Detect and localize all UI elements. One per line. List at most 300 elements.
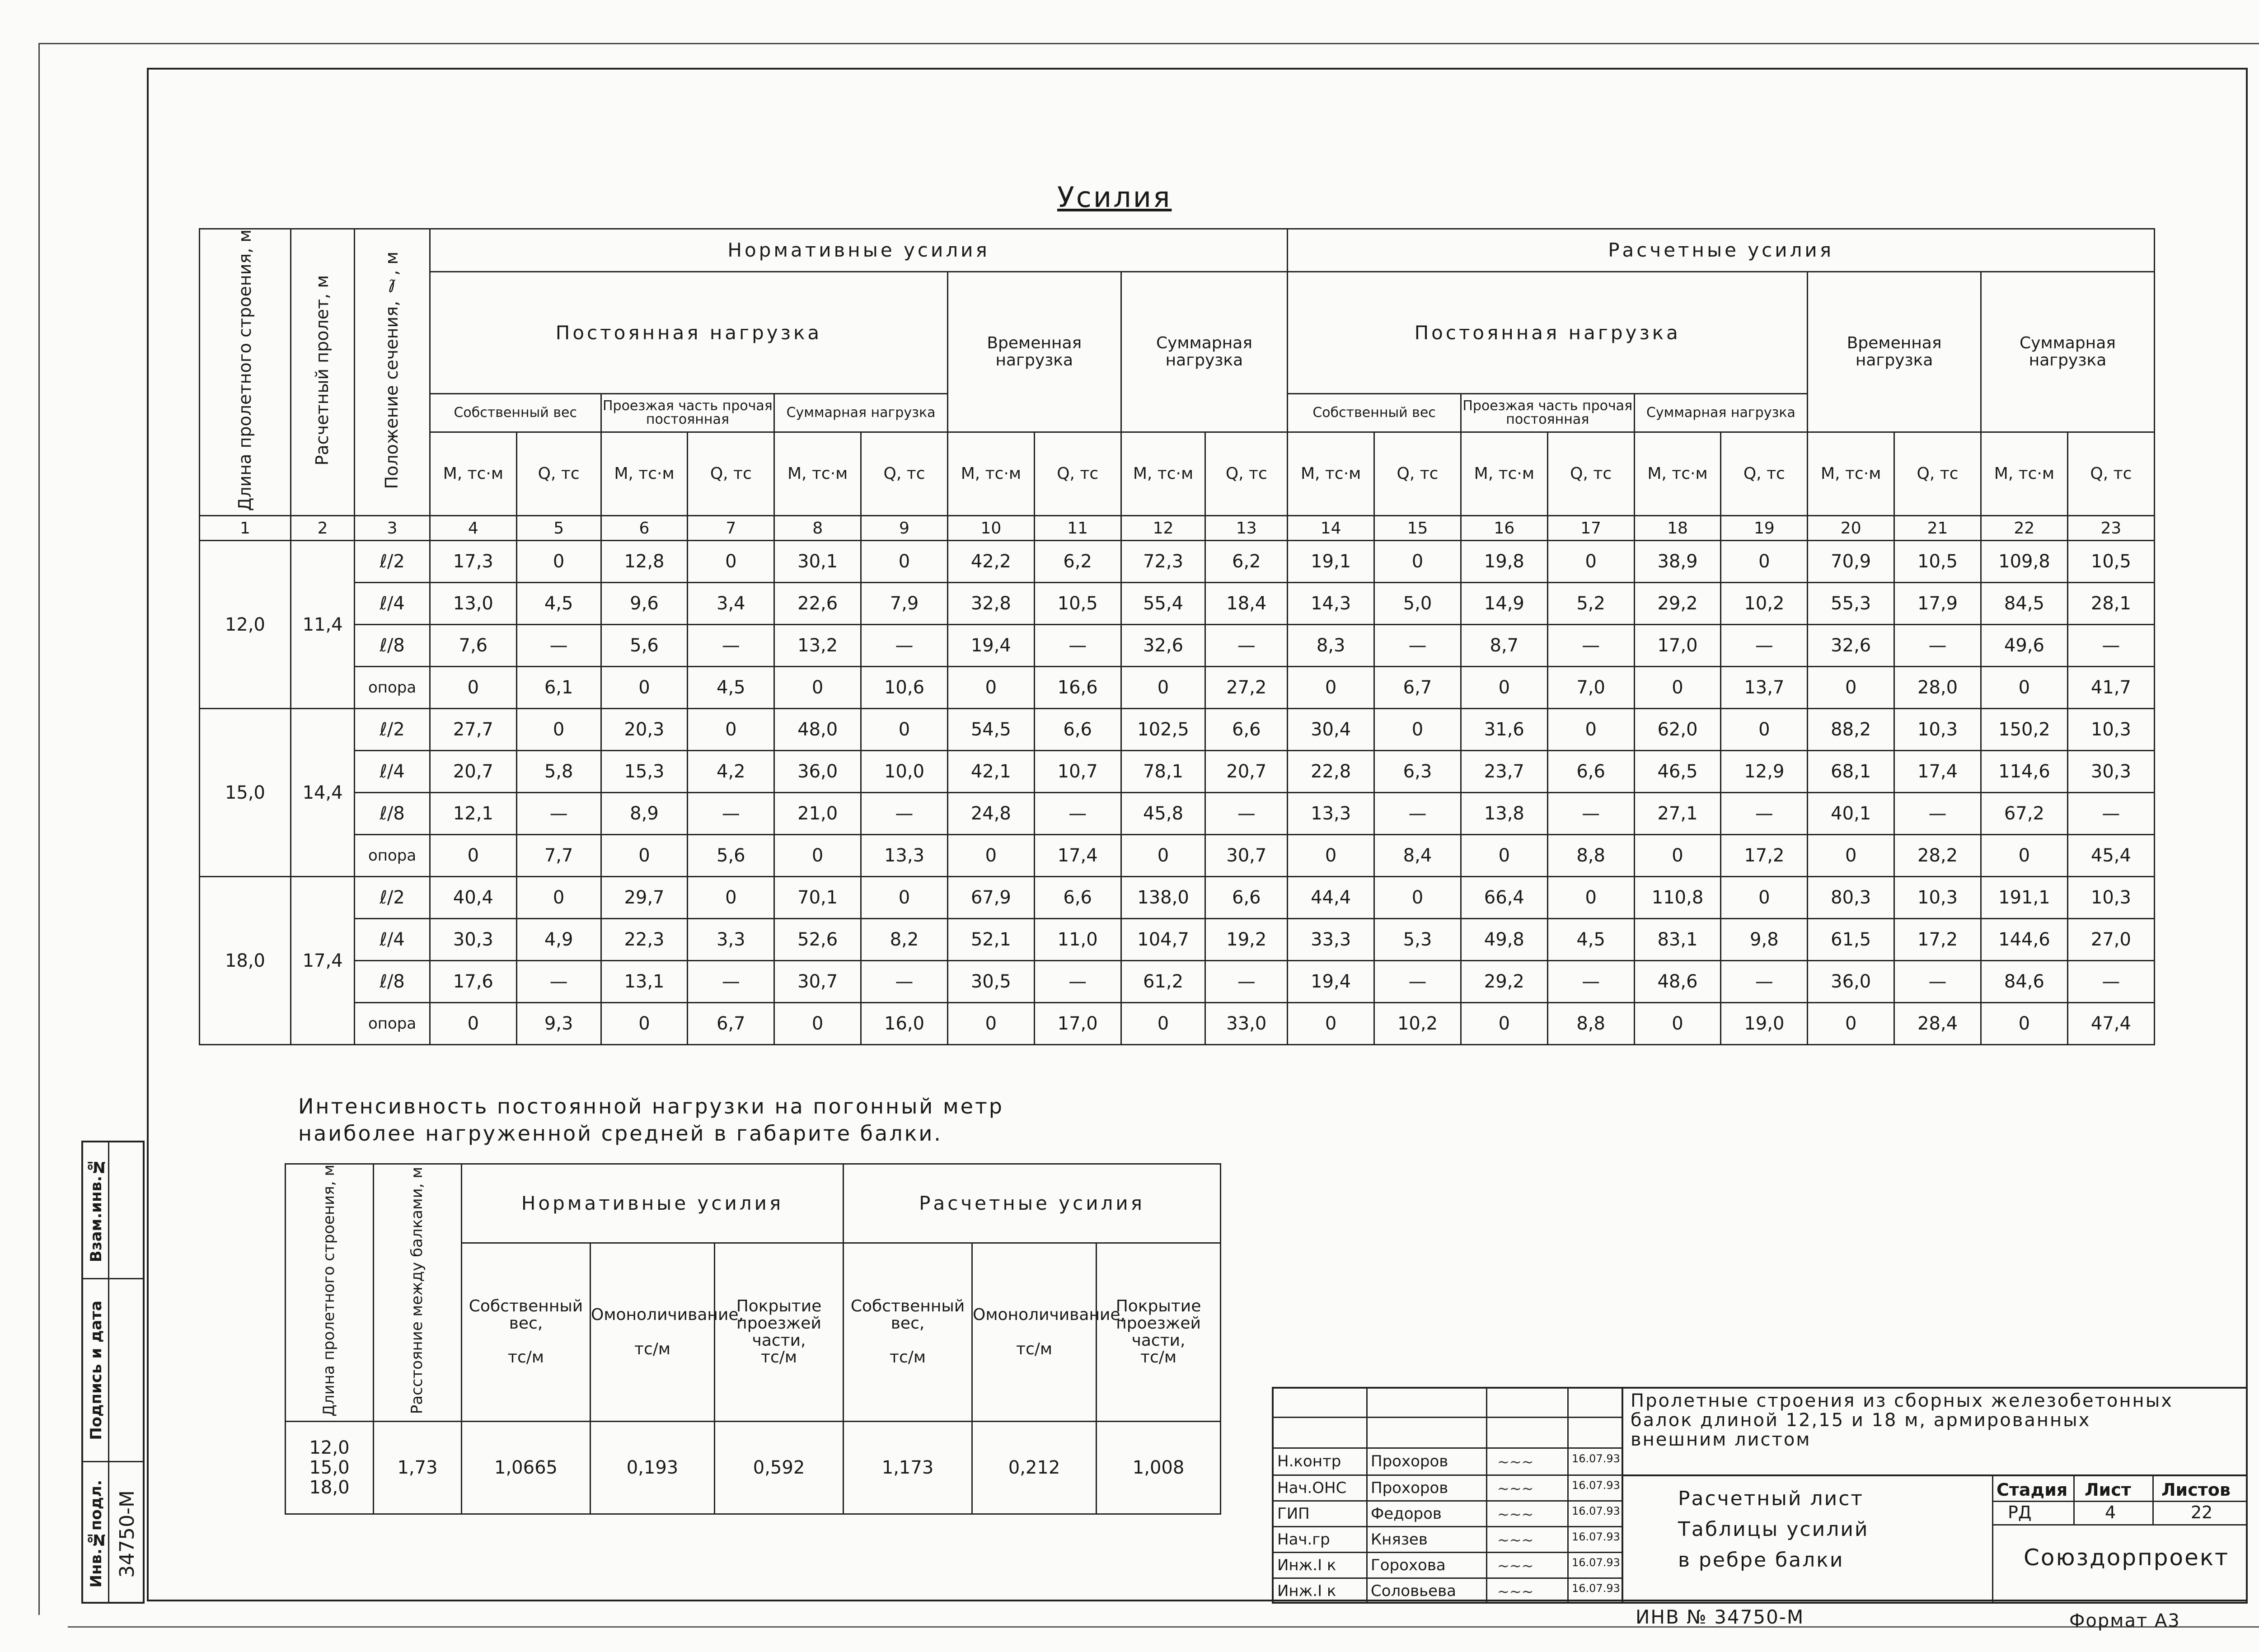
- table-cell: 40,4: [430, 877, 516, 919]
- table-cell: 4,5: [1547, 919, 1634, 961]
- table-cell: 0: [1461, 1003, 1547, 1045]
- table-cell: —: [1721, 961, 1808, 1003]
- table-cell: 10,7: [1034, 751, 1121, 793]
- calc-span: 17,4: [291, 877, 354, 1045]
- column-index: 7: [688, 516, 774, 541]
- design-temporary: Временная нагрузка: [1808, 272, 1981, 432]
- table-cell: 150,2: [1981, 709, 2067, 751]
- table-cell: 47,4: [2067, 1003, 2154, 1045]
- table-cell: 20,7: [430, 751, 516, 793]
- table-row: [200, 667, 2155, 709]
- table-cell: 19,4: [947, 625, 1034, 667]
- table-cell: 31,6: [1461, 709, 1547, 751]
- table-cell: 17,3: [430, 541, 516, 583]
- table-cell: 5,2: [1547, 583, 1634, 625]
- table-cell: —: [1721, 625, 1808, 667]
- table-cell: 33,0: [1205, 1003, 1288, 1045]
- table-cell: —: [1374, 961, 1461, 1003]
- table-cell: 16,0: [861, 1003, 948, 1045]
- table-cell: 6,6: [1547, 751, 1634, 793]
- table-cell: 9,3: [516, 1003, 601, 1045]
- role-label: Инж.I к: [1277, 1556, 1336, 1574]
- table-cell: 70,9: [1808, 541, 1894, 583]
- calc-span: 11,4: [291, 541, 354, 709]
- unit-moment: М, тс·м: [1121, 432, 1205, 516]
- col-calc-header: Расчетный пролет, м: [291, 229, 354, 516]
- table-cell: —: [516, 625, 601, 667]
- role-label: Нач.гр: [1277, 1530, 1330, 1549]
- signature: ~~~: [1497, 1506, 1534, 1523]
- table-cell: —: [1034, 793, 1121, 835]
- table-row: [200, 541, 2155, 583]
- table-cell: —: [1374, 793, 1461, 835]
- table-cell: 0: [601, 835, 688, 877]
- table-cell: 23,7: [1461, 751, 1547, 793]
- table-cell: 55,4: [1121, 583, 1205, 625]
- table-cell: 0: [430, 835, 516, 877]
- table-cell: 10,3: [1894, 709, 1981, 751]
- table-cell: 8,7: [1461, 625, 1547, 667]
- table-cell: 0: [1374, 709, 1461, 751]
- stage-value: РД: [2008, 1502, 2032, 1522]
- table-cell: 8,8: [1547, 835, 1634, 877]
- table-cell: 67,9: [947, 877, 1034, 919]
- table-cell: 40,1: [1808, 793, 1894, 835]
- table-cell: 0: [1634, 835, 1721, 877]
- table-cell: 61,2: [1121, 961, 1205, 1003]
- int-dist: 1,73: [374, 1421, 462, 1514]
- table-cell: 9,8: [1721, 919, 1808, 961]
- norm-total: Суммарная нагрузка: [1121, 272, 1288, 432]
- table-cell: 109,8: [1981, 541, 2067, 583]
- column-index: 10: [947, 516, 1034, 541]
- table-cell: 20,7: [1205, 751, 1288, 793]
- table-row: [200, 625, 2155, 667]
- table-cell: 24,8: [947, 793, 1034, 835]
- table-cell: 5,8: [516, 751, 601, 793]
- table-cell: 19,0: [1721, 1003, 1808, 1045]
- table-cell: 45,8: [1121, 793, 1205, 835]
- table-cell: 4,5: [688, 667, 774, 709]
- table-cell: 110,8: [1634, 877, 1721, 919]
- section-position: ℓ/8: [355, 793, 430, 835]
- table-cell: 11,0: [1034, 919, 1121, 961]
- table-cell: 52,6: [774, 919, 861, 961]
- table-cell: 17,4: [1894, 751, 1981, 793]
- table-cell: —: [1205, 793, 1288, 835]
- table-cell: —: [2067, 961, 2154, 1003]
- table-cell: 0: [774, 667, 861, 709]
- unit-moment: М, тс·м: [947, 432, 1034, 516]
- unit-shear: Q, тс: [1721, 432, 1808, 516]
- page-title: Усилия: [1057, 181, 1172, 214]
- design-other-perm: Проезжая часть прочая постоянная: [1461, 394, 1634, 432]
- column-index: 16: [1461, 516, 1547, 541]
- table-cell: 28,4: [1894, 1003, 1981, 1045]
- table-row: [200, 835, 2155, 877]
- column-index: 21: [1894, 516, 1981, 541]
- table-cell: 0: [430, 667, 516, 709]
- role-label: ГИП: [1277, 1505, 1310, 1523]
- table-cell: 0: [1634, 1003, 1721, 1045]
- table-cell: —: [2067, 625, 2154, 667]
- table-cell: 27,2: [1205, 667, 1288, 709]
- table-cell: —: [1205, 625, 1288, 667]
- norm-temporary: Временная нагрузка: [947, 272, 1121, 432]
- table-cell: 8,4: [1374, 835, 1461, 877]
- stamp-inv-value: 34750-М: [109, 1461, 145, 1605]
- table-cell: 10,5: [1034, 583, 1121, 625]
- table-cell: 17,2: [1894, 919, 1981, 961]
- sign-date: 16.07.93: [1572, 1530, 1620, 1543]
- table-cell: 16,6: [1034, 667, 1121, 709]
- role-label: Нач.ОНС: [1277, 1479, 1347, 1497]
- int-design-mono: Омоноличивание, тс/м: [972, 1243, 1097, 1421]
- table-cell: 84,5: [1981, 583, 2067, 625]
- table-cell: 55,3: [1808, 583, 1894, 625]
- int-spans: 12,0 15,0 18,0: [286, 1421, 374, 1514]
- table-cell: 6,1: [516, 667, 601, 709]
- table-cell: 6,2: [1034, 541, 1121, 583]
- table-cell: —: [861, 961, 948, 1003]
- table-cell: 0: [1634, 667, 1721, 709]
- table-cell: 0: [1721, 541, 1808, 583]
- column-index: 6: [601, 516, 688, 541]
- int-val: 0,592: [715, 1421, 844, 1514]
- table-cell: 14,9: [1461, 583, 1547, 625]
- table-cell: —: [1894, 961, 1981, 1003]
- table-cell: 13,3: [1288, 793, 1374, 835]
- table-cell: 8,3: [1288, 625, 1374, 667]
- table-cell: 19,4: [1288, 961, 1374, 1003]
- table-cell: 0: [1981, 667, 2067, 709]
- norm-own-weight: Собственный вес: [430, 394, 601, 432]
- unit-moment: М, тс·м: [1288, 432, 1374, 516]
- table-cell: 0: [1288, 835, 1374, 877]
- table-cell: 32,8: [947, 583, 1034, 625]
- table-cell: 0: [516, 541, 601, 583]
- table-cell: 19,1: [1288, 541, 1374, 583]
- unit-shear: Q, тс: [2067, 432, 2154, 516]
- column-index: 5: [516, 516, 601, 541]
- table-cell: —: [688, 625, 774, 667]
- table-cell: 12,8: [601, 541, 688, 583]
- table-cell: 3,3: [688, 919, 774, 961]
- organization: Союздорпроект: [2024, 1544, 2230, 1571]
- int-group-norm: Нормативные усилия: [462, 1164, 844, 1243]
- table-cell: 46,5: [1634, 751, 1721, 793]
- table-cell: 21,0: [774, 793, 861, 835]
- table-cell: 0: [1121, 1003, 1205, 1045]
- signature: ~~~: [1497, 1531, 1534, 1549]
- int-norm-mono: Омоноличивание, тс/м: [591, 1243, 715, 1421]
- column-index: 15: [1374, 516, 1461, 541]
- stage-label: Стадия: [1997, 1480, 2068, 1500]
- span-length: 15,0: [200, 709, 291, 877]
- int-val: 0,193: [591, 1421, 715, 1514]
- table-cell: 30,5: [947, 961, 1034, 1003]
- person-name: Прохоров: [1371, 1479, 1448, 1497]
- unit-shear: Q, тс: [1034, 432, 1121, 516]
- int-norm-own: Собственный вес, тс/м: [462, 1243, 591, 1421]
- table-cell: 6,6: [1034, 709, 1121, 751]
- table-cell: —: [1205, 961, 1288, 1003]
- table-cell: 7,7: [516, 835, 601, 877]
- table-cell: 0: [1547, 541, 1634, 583]
- int-val: 0,212: [972, 1421, 1097, 1514]
- intensity-title: Интенсивность постоянной нагрузки на погонный метр наиболее нагруженной средней в габарите балки.: [298, 1094, 1004, 1146]
- table-cell: 10,5: [2067, 541, 2154, 583]
- table-cell: 10,3: [1894, 877, 1981, 919]
- table-cell: —: [1547, 793, 1634, 835]
- person-name: Прохоров: [1371, 1452, 1448, 1470]
- section-position: ℓ/2: [355, 541, 430, 583]
- table-cell: 42,1: [947, 751, 1034, 793]
- table-cell: 0: [947, 1003, 1034, 1045]
- section-position: опора: [355, 1003, 430, 1045]
- section-position: опора: [355, 667, 430, 709]
- table-cell: —: [516, 793, 601, 835]
- table-cell: 27,1: [1634, 793, 1721, 835]
- table-cell: 30,1: [774, 541, 861, 583]
- section-position: ℓ/4: [355, 919, 430, 961]
- table-row: [200, 793, 2155, 835]
- table-cell: 44,4: [1288, 877, 1374, 919]
- table-cell: 19,8: [1461, 541, 1547, 583]
- table-cell: 0: [1461, 667, 1547, 709]
- table-cell: 0: [516, 877, 601, 919]
- section-position: ℓ/2: [355, 709, 430, 751]
- int-group-design: Расчетные усилия: [844, 1164, 1221, 1243]
- column-index: 14: [1288, 516, 1374, 541]
- table-cell: 15,3: [601, 751, 688, 793]
- table-cell: 114,6: [1981, 751, 2067, 793]
- table-cell: 0: [1808, 667, 1894, 709]
- table-cell: 32,6: [1121, 625, 1205, 667]
- table-cell: 13,8: [1461, 793, 1547, 835]
- column-index: 3: [355, 516, 430, 541]
- design-permanent: Постоянная нагрузка: [1288, 272, 1808, 394]
- table-cell: 0: [861, 877, 948, 919]
- table-row: [200, 1003, 2155, 1045]
- table-cell: 0: [1121, 835, 1205, 877]
- outer-left-line: [38, 43, 40, 1615]
- section-position: ℓ/8: [355, 625, 430, 667]
- column-index: 17: [1547, 516, 1634, 541]
- table-cell: 8,2: [861, 919, 948, 961]
- int-col-span: Длина пролетного строения, м: [286, 1164, 374, 1422]
- table-cell: 88,2: [1808, 709, 1894, 751]
- signature: ~~~: [1497, 1480, 1534, 1497]
- sheet-label: Лист: [2085, 1480, 2131, 1500]
- table-cell: 0: [774, 835, 861, 877]
- table-cell: 13,0: [430, 583, 516, 625]
- int-norm-deck: Покрытие проезжей части, тс/м: [715, 1243, 844, 1421]
- design-own-weight: Собственный вес: [1288, 394, 1461, 432]
- column-index: 11: [1034, 516, 1121, 541]
- table-cell: 0: [1374, 541, 1461, 583]
- table-cell: 72,3: [1121, 541, 1205, 583]
- sheets-label: Листов: [2161, 1480, 2231, 1500]
- table-cell: 4,2: [688, 751, 774, 793]
- table-cell: 83,1: [1634, 919, 1721, 961]
- table-cell: 0: [1547, 709, 1634, 751]
- table-cell: 6,6: [1205, 709, 1288, 751]
- table-cell: 68,1: [1808, 751, 1894, 793]
- column-index: 18: [1634, 516, 1721, 541]
- table-row: [200, 919, 2155, 961]
- table-cell: 27,0: [2067, 919, 2154, 961]
- table-cell: 30,3: [2067, 751, 2154, 793]
- stamp-swap-label: Взам.инв.№: [87, 1158, 105, 1263]
- table-cell: 0: [601, 667, 688, 709]
- forces-table: [199, 228, 2155, 1045]
- table-cell: —: [1894, 625, 1981, 667]
- table-cell: 62,0: [1634, 709, 1721, 751]
- table-cell: 13,1: [601, 961, 688, 1003]
- table-cell: 6,6: [1205, 877, 1288, 919]
- stamp-sign-label: Подпись и дата: [83, 1278, 109, 1461]
- table-cell: —: [1547, 961, 1634, 1003]
- table-cell: 10,2: [1721, 583, 1808, 625]
- table-cell: 0: [1981, 835, 2067, 877]
- table-row: [200, 751, 2155, 793]
- signature: ~~~: [1497, 1583, 1534, 1600]
- unit-shear: Q, тс: [1894, 432, 1981, 516]
- table-cell: 84,6: [1981, 961, 2067, 1003]
- table-cell: 13,2: [774, 625, 861, 667]
- table-cell: 0: [861, 709, 948, 751]
- table-cell: 12,1: [430, 793, 516, 835]
- int-col-dist: Расстояние между балками, м: [374, 1164, 462, 1422]
- table-cell: 0: [774, 1003, 861, 1045]
- sheets-value: 22: [2191, 1502, 2213, 1522]
- sign-date: 16.07.93: [1572, 1556, 1620, 1569]
- table-cell: 29,7: [601, 877, 688, 919]
- table-cell: 45,4: [2067, 835, 2154, 877]
- table-cell: 10,6: [861, 667, 948, 709]
- table-cell: 30,3: [430, 919, 516, 961]
- unit-moment: М, тс·м: [1461, 432, 1547, 516]
- table-cell: 14,3: [1288, 583, 1374, 625]
- design-total-sub: Суммарная нагрузка: [1634, 394, 1808, 432]
- section-position: ℓ/4: [355, 751, 430, 793]
- table-cell: 17,4: [1034, 835, 1121, 877]
- span-length: 12,0: [200, 541, 291, 709]
- sheet-value: 4: [2105, 1502, 2116, 1522]
- side-stamp: [81, 1141, 145, 1604]
- table-cell: 38,9: [1634, 541, 1721, 583]
- table-cell: 0: [688, 877, 774, 919]
- table-cell: 48,6: [1634, 961, 1721, 1003]
- calc-span: 14,4: [291, 709, 354, 877]
- table-cell: 0: [1808, 1003, 1894, 1045]
- table-cell: 10,5: [1894, 541, 1981, 583]
- table-cell: 0: [430, 1003, 516, 1045]
- table-cell: —: [688, 793, 774, 835]
- table-cell: 52,1: [947, 919, 1034, 961]
- table-cell: 6,2: [1205, 541, 1288, 583]
- table-cell: 9,6: [601, 583, 688, 625]
- table-cell: 29,2: [1634, 583, 1721, 625]
- table-cell: 22,8: [1288, 751, 1374, 793]
- table-row: [200, 961, 2155, 1003]
- table-cell: 5,6: [688, 835, 774, 877]
- table-cell: 12,9: [1721, 751, 1808, 793]
- table-cell: 6,7: [688, 1003, 774, 1045]
- int-design-own: Собственный вес, тс/м: [844, 1243, 972, 1421]
- table-cell: 33,3: [1288, 919, 1374, 961]
- table-cell: 0: [861, 541, 948, 583]
- sign-date: 16.07.93: [1572, 1582, 1620, 1595]
- table-cell: 6,7: [1374, 667, 1461, 709]
- table-cell: —: [1034, 625, 1121, 667]
- table-cell: 17,6: [430, 961, 516, 1003]
- stamp-inv-label: Инв.№подл.: [83, 1461, 109, 1605]
- table-cell: 36,0: [774, 751, 861, 793]
- table-cell: 0: [1981, 1003, 2067, 1045]
- table-row: [200, 583, 2155, 625]
- outer-bottom-line: [68, 1626, 2259, 1628]
- table-cell: 8,8: [1547, 1003, 1634, 1045]
- table-cell: 0: [688, 541, 774, 583]
- column-index: 22: [1981, 516, 2067, 541]
- table-cell: 28,1: [2067, 583, 2154, 625]
- int-val: 1,173: [844, 1421, 972, 1514]
- table-cell: 29,2: [1461, 961, 1547, 1003]
- stamp-sign-cell: [109, 1278, 145, 1461]
- column-index: 9: [861, 516, 948, 541]
- table-cell: —: [1034, 961, 1121, 1003]
- table-cell: 144,6: [1981, 919, 2067, 961]
- signature: ~~~: [1497, 1557, 1534, 1574]
- table-cell: 0: [1374, 877, 1461, 919]
- section-position: опора: [355, 835, 430, 877]
- table-cell: 28,2: [1894, 835, 1981, 877]
- table-cell: 19,2: [1205, 919, 1288, 961]
- column-index: 4: [430, 516, 516, 541]
- column-index: 23: [2067, 516, 2154, 541]
- table-cell: —: [688, 961, 774, 1003]
- sign-date: 16.07.93: [1572, 1452, 1620, 1465]
- table-cell: —: [861, 625, 948, 667]
- column-index: 8: [774, 516, 861, 541]
- person-name: Князев: [1371, 1530, 1428, 1549]
- section-position: ℓ/2: [355, 877, 430, 919]
- table-cell: 0: [1721, 709, 1808, 751]
- table-cell: 0: [1288, 667, 1374, 709]
- table-cell: 17,2: [1721, 835, 1808, 877]
- role-label: Инж.I к: [1277, 1582, 1336, 1600]
- section-position: ℓ/4: [355, 583, 430, 625]
- table-cell: 0: [601, 1003, 688, 1045]
- table-row: [200, 709, 2155, 751]
- table-cell: —: [1547, 625, 1634, 667]
- norm-permanent: Постоянная нагрузка: [430, 272, 947, 394]
- table-cell: —: [2067, 793, 2154, 835]
- col-span-header: Длина пролетного строения, м: [200, 229, 291, 516]
- column-index: 12: [1121, 516, 1205, 541]
- table-cell: 30,4: [1288, 709, 1374, 751]
- unit-moment: М, тс·м: [774, 432, 861, 516]
- table-cell: 3,4: [688, 583, 774, 625]
- table-cell: 22,6: [774, 583, 861, 625]
- design-total: Суммарная нагрузка: [1981, 272, 2154, 432]
- unit-shear: Q, тс: [1547, 432, 1634, 516]
- table-cell: 0: [1288, 1003, 1374, 1045]
- table-cell: 10,3: [2067, 877, 2154, 919]
- table-cell: 10,3: [2067, 709, 2154, 751]
